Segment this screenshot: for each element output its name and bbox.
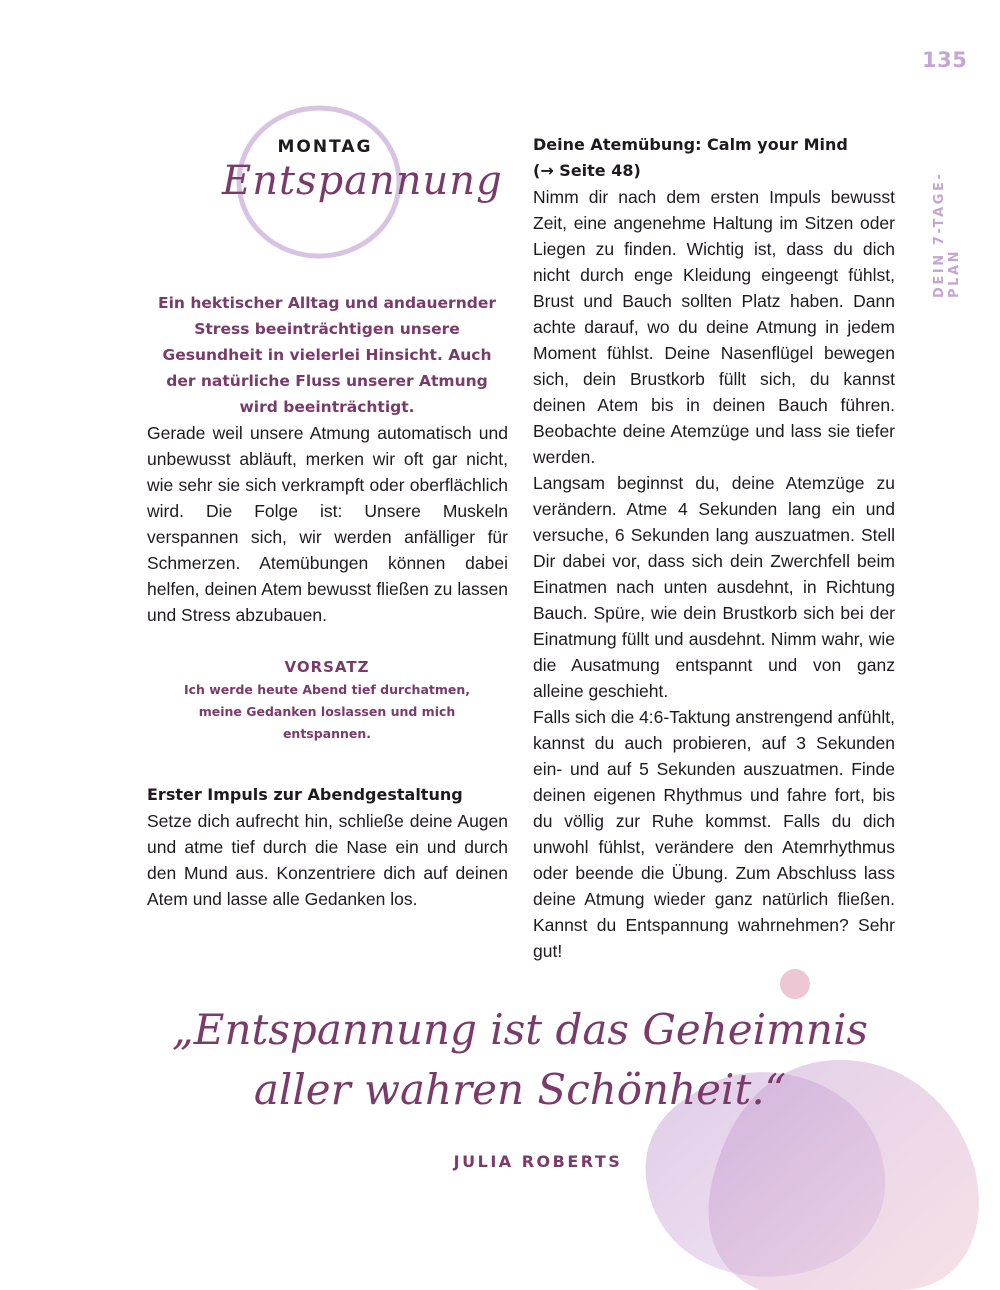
resolution-title: VORSATZ (284, 658, 370, 676)
impulse-text: Setze dich aufrecht hin, schließe deine Augen und atme tief durch die Nase ein und durch den Mund aus. Konzentriere dich auf deinen Atem und lasse alle Gedanken los. (147, 811, 508, 909)
impulse-heading: Erster Impuls zur Abendgestaltung (147, 785, 463, 804)
page-number: 135 (922, 48, 968, 72)
day-label: MONTAG (277, 137, 373, 157)
quote-line: aller wahren Schönheit.“ (253, 1065, 787, 1114)
exercise-paragraph: Langsam beginnst du, deine Atemzüge zu verändern. Atme 4 Sekunden lang ein und versuche, 6 Sekunden lang auszuatmen. Stell Dir dabei vor, dass sich dein Zwerchfell beim Einatmen nach unten ausdehnt, in Richtung Bauch. Spüre, wie dein Brustkorb sich bei der Einatmung füllt und ausdehnt. Nimm wahr, wie die Ausatmung entspannt und von ganz alleine geschieht. (533, 473, 895, 701)
impulse-section (147, 782, 508, 912)
exercise-paragraph: Nimm dir nach dem ersten Impuls bewusst Zeit, eine angenehme Haltung im Sitzen oder Liegen zu finden. Wichtig ist, dass du dich nicht durch enge Kleidung eingeengt fühlst, Brust und Bauch sollten Platz haben. Dann achte darauf, wo du deine Atmung in jedem Moment fühlst. Deine Nasenflügel bewegen sich, dein Brustkorb füllt sich, du kannst deinen Atem bis in deinen Bauch führen. Beobachte deine Atemzüge und lass sie tiefer werden. (533, 187, 895, 467)
intro-paragraph: Gerade weil unsere Atmung automatisch und unbewusst abläuft, merken wir oft gar nicht, wie sehr sie sich verkrampft oder oberflächlich wird. Die Folge ist: Unsere Muskeln verspannen sich, wir werden anfälliger für Schmerzen. Atemübungen können dabei helfen, deinen Atem bewusst fließen zu lassen und Stress abzubauen. (147, 423, 508, 625)
exercise-reference: (→ Seite 48) (533, 161, 641, 180)
exercise-heading: Deine Atemübung: Calm your Mind (533, 135, 848, 154)
quote-author: JULIA ROBERTS (453, 1152, 623, 1171)
day-theme: Entspannung (222, 158, 503, 204)
exercise-section (533, 132, 895, 964)
quote (150, 1000, 890, 1120)
running-head: DEIN 7-TAGE-PLAN (932, 171, 962, 298)
exercise-paragraph: Falls sich die 4:6-Taktung anstrengend anfühlt, kannst du auch probieren, auf 3 Sekunden ein- und auf 5 Sekunden auszuatmen. Finde deinen eigenen Rhythmus und fahre fort, bis du völlig zur Ruhe kommst. Falls du dich unwohl fühlst, verändere den Atemrhythmus oder beende die Übung. Zum Abschluss lass deine Atmung wieder ganz natürlich fließen. Kannst du Entspannung wahrnehmen? Sehr gut! (533, 707, 895, 961)
lead-paragraph: Ein hektischer Alltag und andauernder Stress beeinträchtigen unsere Gesundheit in vielerlei Hinsicht. Auch der natürliche Fluss unserer Atmung wird beeinträchtigt. (158, 294, 496, 416)
resolution-box (182, 655, 472, 745)
quote-line: „Entspannung ist das Geheimnis (172, 1005, 868, 1054)
resolution-text: Ich werde heute Abend tief durchatmen, meine Gedanken loslassen und mich entspannen. (183, 682, 471, 741)
